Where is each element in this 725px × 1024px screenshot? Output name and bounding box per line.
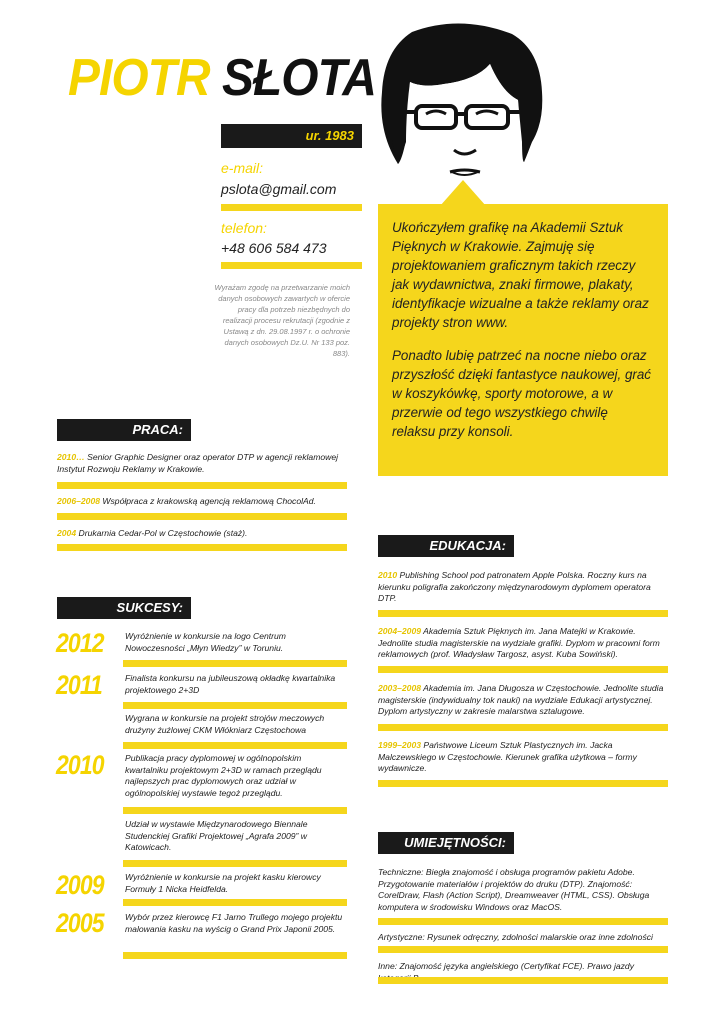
praca-item-1: 2010… Senior Graphic Designer oraz operator DTP w agencji reklamowej Instytut Rozwoju Reklamy w Krakowie. [57,452,339,474]
skills-divider-2 [378,946,668,953]
edukacja-item-1: 2010 Publishing School pod patronatem Apple Polska. Roczny kurs na kierunku poligrafia zakończony międzynarodowym dyplomem operatora DTP. [378,570,651,603]
sukcesy-item-7: Wybór przez kierowcę F1 Jarno Trullego mojego projektu malowania kasku na wyścig o Grand Prix Japonii 2005. [125,912,343,934]
sukcesy-item-5: Udział w wystawie Międzynarodowego Biennale Studenckiej Grafiki Projektowej „Agrafa 2009” w Katowicach. [125,819,308,852]
phone-underline [221,262,362,269]
bio-paragraph-2: Ponadto lubię patrzeć na nocne niebo oraz przyszłość dzięki fantastyce naukowej, grać w koszykówkę, sporty motorowe, a w przerwie od tego wszystkiego chwilę relaksu przy konsoli. [392,348,651,439]
sukcesy-divider-5 [123,860,347,867]
sukcesy-item-1: Wyróżnienie w konkursie na logo Centrum Nowoczesności „Młyn Wiedzy” w Toruniu. [125,631,286,653]
praca-item-3: 2004 Drukarnia Cedar-Pol w Częstochowie (staż). [57,528,248,538]
edukacja-divider-1 [378,610,668,617]
section-praca-title: PRACA: [57,419,191,441]
phone-label: telefon: [221,220,267,236]
edukacja-item-4: 1999–2003 Państwowe Liceum Sztuk Plastycznych im. Jacka Malczewskiego w Częstochowie. Kierunek grafika użytkowa – formy wydawnicze. [378,740,637,773]
praca-divider-2 [57,513,347,520]
portrait-illustration [372,22,548,202]
sukcesy-divider-6 [123,899,347,906]
consent-text: Wyrażam zgodę na przetwarzanie moich danych osobowych zawartych w ofercie pracy dla potrzeb niezbędnych do realizacji procesu rekrutacji (zgodnie z Ustawą z dn. 29.08.1997 r. o ochronie danych osobowych Dz.U. Nr 133 poz. 883). [214,283,350,358]
email-label: e-mail: [221,160,264,176]
sukcesy-item-6: Wyróżnienie w konkursie na projekt kasku kierowcy Formuły 1 Nicka Heidfelda. [125,872,321,894]
edukacja-item-2: 2004–2009 Akademia Sztuk Pięknych im. Jana Matejki w Krakowie. Jednolite studia magisterskie na wydziale grafiki. Dyplom w pracowni form reklamowych (prof. Władysław Targosz, asyst. Kuba Sowiński). [378,626,660,659]
praca-item-2: 2006–2008 Współpraca z krakowską agencją reklamową ChocolAd. [57,496,316,506]
bio-paragraph-1: Ukończyłem grafikę na Akademii Sztuk Pięknych w Krakowie. Zajmuję się projektowaniem graficznym takich rzeczy jak wydawnictwa, znaki firmowe, plakaty, identyfikacje wizualne a także reklamy oraz projekty stron www. [392,220,649,330]
edukacja-divider-4 [378,780,668,787]
sukcesy-divider-1 [123,660,347,667]
skills-technical: Techniczne: Biegła znajomość i obsługa programów pakietu Adobe. Przygotowanie materiałów i projektów do druku (DTP). Znajomość: CorelDraw, Flash (Action Script), Dreamweaver (HTML, CSS). Obsługa komputera w środowisku Windows oraz MacOS. [378,867,650,912]
year-2011: 2011 [56,670,102,700]
sukcesy-divider-7 [123,952,347,959]
email-value[interactable]: pslota@gmail.com [221,181,337,197]
skills-artistic: Artystyczne: Rysunek odręczny, zdolności malarskie oraz inne zdolności [378,932,653,942]
email-underline [221,204,362,211]
birth-year: ur. 1983 [305,128,354,143]
sukcesy-item-4: Publikacja pracy dyplomowej w ogólnopolskim kwartalniku projektowym 2+3D w ramach przeglądu najlepszych prac dyplomowych oraz udział w ogólnopolskiej wystawie tegoż przeglądu. [125,753,322,798]
year-2009: 2009 [56,870,104,900]
skills-divider-3 [378,977,668,984]
section-edukacja-title: EDUKACJA: [378,535,514,557]
sukcesy-divider-2 [123,702,347,709]
bio-box [378,204,668,476]
section-sukcesy-title: SUKCESY: [57,597,191,619]
year-2012: 2012 [56,628,104,658]
edukacja-item-3: 2003–2008 Akademia im. Jana Długosza w Częstochowie. Jednolite studia magisterskie (indywidualny tok nauki) na wydziale Edukacji artystycznej. Dyplom artystyczny w zakresie malarstwa sztalugowe. [378,683,664,716]
skills-other: Inne: Znajomość języka angielskiego (Certyfikat FCE). Prawo jazdy [378,961,635,971]
sukcesy-divider-3 [123,742,347,749]
sukcesy-item-2: Finalista konkursu na jubileuszową okładkę kwartalnika projektowego 2+3D [125,673,336,695]
birth-bar [221,124,362,148]
section-umiejetnosci-title: UMIEJĘTNOŚCI: [378,832,514,854]
edukacja-divider-3 [378,724,668,731]
skills-divider-1 [378,918,668,925]
bio-pointer [440,180,486,206]
praca-divider-1 [57,482,347,489]
year-2010: 2010 [56,750,104,780]
first-name: PIOTR [68,49,210,107]
praca-divider-3 [57,544,347,551]
sukcesy-item-3: Wygrana w konkursie na projekt strojów meczowych drużyny żużlowej CKM Włókniarz Częstochowa [125,713,325,735]
sukcesy-divider-4 [123,807,347,814]
phone-value: +48 606 584 473 [221,240,327,256]
year-2005: 2005 [56,908,104,938]
last-name: SŁOTA [222,49,376,107]
edukacja-divider-2 [378,666,668,673]
